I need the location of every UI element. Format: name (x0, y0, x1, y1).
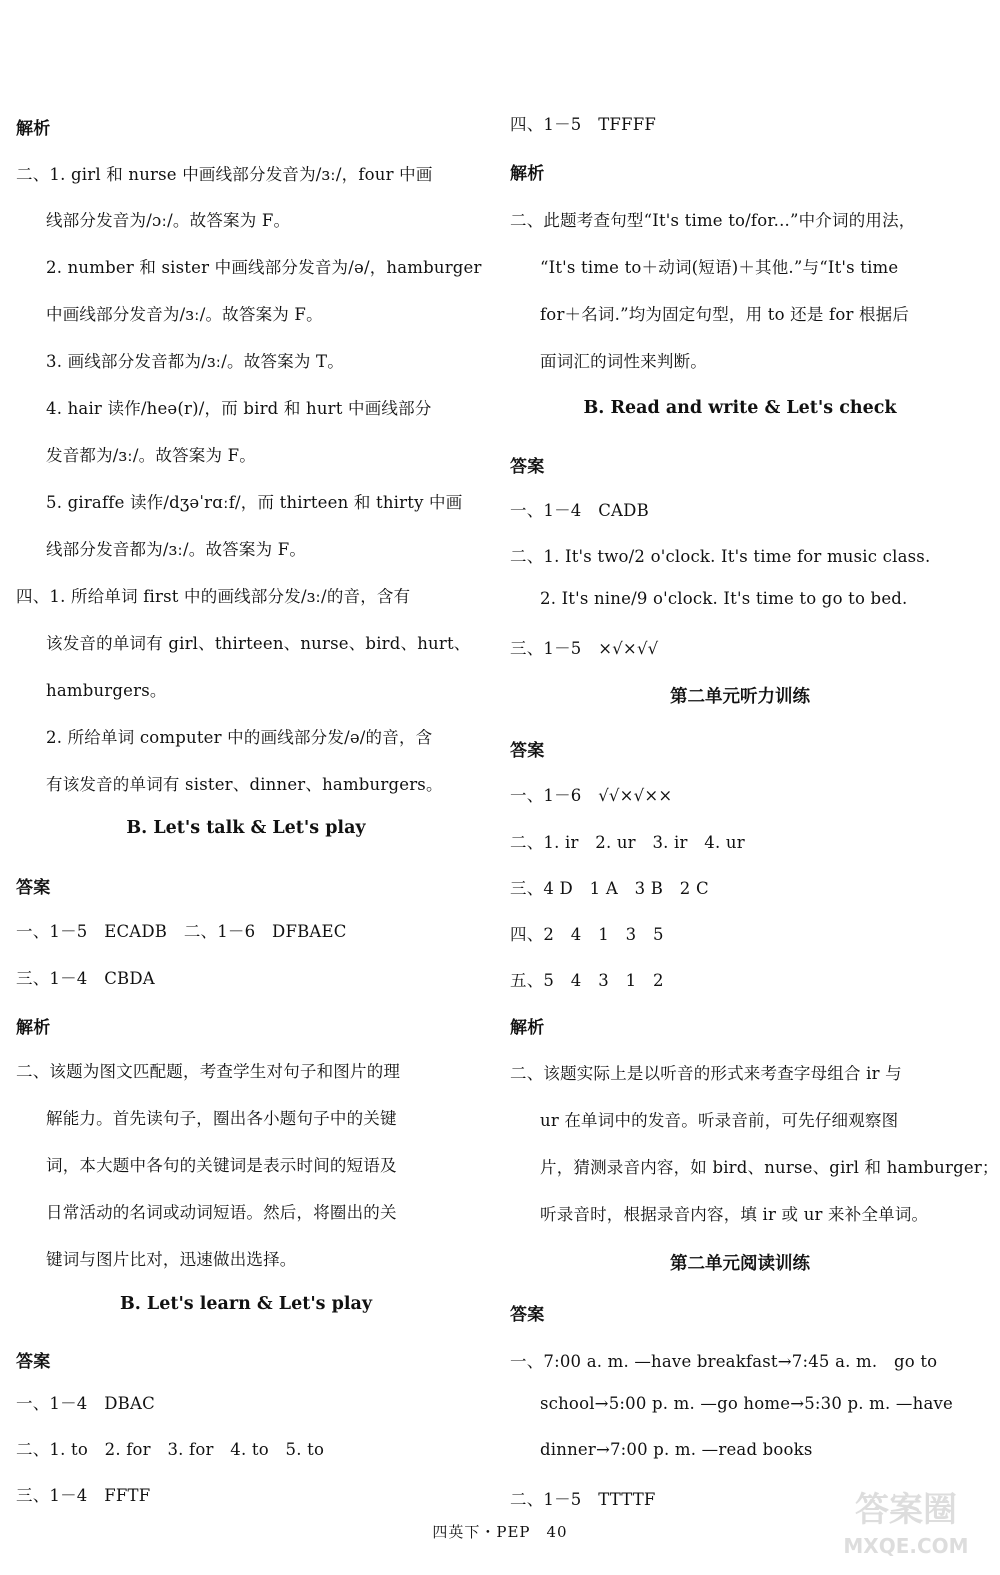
section-title: B. Let's talk & Let's play (126, 818, 366, 838)
text-line: 二、1. girl 和 nurse 中画线部分发音为/ɜː/，four 中画 (16, 165, 433, 184)
answer-line: 二、1. ir 2. ur 3. ir 4. ur (510, 833, 745, 852)
text-line: 二、此题考查句型“It's time to/for...”中介词的用法， (510, 211, 916, 230)
watermark-logo (826, 1473, 986, 1563)
answer-heading: 答案 (510, 741, 545, 761)
text-line: 发音都为/ɜː/。故答案为 F。 (46, 446, 256, 465)
text-line: 2. number 和 sister 中画线部分发音为/ə/，hamburger (46, 258, 482, 277)
text-line: hamburgers。 (46, 681, 167, 700)
text-line: 键词与图片比对，迅速做出选择。 (46, 1250, 297, 1269)
answer-line: school→5:00 p. m. —go home→5:30 p. m. —have (540, 1394, 953, 1413)
answer-heading: 答案 (16, 1352, 51, 1372)
text-line: 该发音的单词有 girl、thirteen、nurse、bird、hurt、 (46, 634, 471, 653)
answer-line: 一、1－4 CADB (510, 501, 649, 520)
text-line: 有该发音的单词有 sister、dinner、hamburgers。 (46, 775, 443, 794)
page-footer: 四英下・PEP 40 (432, 1523, 568, 1541)
answer-line: 2. It's nine/9 o'clock. It's time to go to bed. (540, 589, 908, 608)
text-line: 听录音时，根据录音内容，填 ir 或 ur 来补全单词。 (540, 1205, 929, 1224)
answer-line: 四、1－5 TFFFF (510, 115, 656, 134)
answer-line: 三、1－4 CBDA (16, 969, 155, 988)
answer-line: 四、2 4 1 3 5 (510, 925, 664, 944)
answer-line: 三、1－4 FFTF (16, 1486, 151, 1505)
answer-line: 二、1. to 2. for 3. for 4. to 5. to (16, 1440, 325, 1459)
text-line: ur 在单词中的发音。听录音前，可先仔细观察图 (540, 1111, 899, 1130)
answer-heading: 答案 (510, 1305, 545, 1325)
answer-heading: 答案 (510, 457, 545, 477)
text-line: 线部分发音都为/ɜː/。故答案为 F。 (46, 540, 307, 559)
svg-text:MXQE.COM: MXQE.COM (843, 1534, 969, 1558)
svg-text:答案圈: 答案圈 (855, 1490, 957, 1530)
text-line: 2. 所给单词 computer 中的画线部分发/ə/的音，含 (46, 728, 433, 747)
answer-line: 一、1－6 √√×√×× (510, 786, 673, 805)
section-title: 第二单元听力训练 (670, 687, 810, 707)
text-line: 日常活动的名词或动词短语。然后，将圈出的关 (46, 1203, 397, 1222)
section-title: B. Read and write & Let's check (583, 398, 897, 418)
text-line: 面词汇的词性来判断。 (540, 352, 707, 371)
text-line: 二、该题实际上是以听音的形式来考查字母组合 ir 与 (510, 1064, 902, 1083)
text-line: 5. giraffe 读作/dʒəˈrɑːf/，而 thirteen 和 thirty 中画 (46, 493, 463, 512)
analysis-heading: 解析 (510, 164, 545, 184)
text-line: for＋名词.”均为固定句型，用 to 还是 for 根据后 (540, 305, 910, 324)
text-line: 线部分发音为/ɔː/。故答案为 F。 (46, 211, 291, 230)
answer-line: 二、1. It's two/2 o'clock. It's time for music class. (510, 547, 931, 566)
text-line: 中画线部分发音为/ɜː/。故答案为 F。 (46, 305, 323, 324)
analysis-heading: 解析 (510, 1018, 545, 1038)
text-line: 4. hair 读作/heə(r)/，而 bird 和 hurt 中画线部分 (46, 399, 432, 418)
analysis-heading: 解析 (16, 1018, 51, 1038)
text-line: 词，本大题中各句的关键词是表示时间的短语及 (46, 1156, 397, 1175)
answer-line: 二、1－5 TTTTF (510, 1490, 656, 1509)
section-title: 第二单元阅读训练 (670, 1254, 810, 1274)
analysis-heading: 解析 (16, 119, 51, 139)
answer-line: 一、1－5 ECADB 二、1－6 DFBAEC (16, 922, 347, 941)
text-line: “It's time to＋动词(短语)＋其他.”与“It's time (540, 258, 899, 277)
text-line: 四、1. 所给单词 first 中的画线部分发/ɜː/的音，含有 (16, 587, 411, 606)
section-title: B. Let's learn & Let's play (119, 1294, 373, 1314)
answer-line: 五、5 4 3 1 2 (510, 971, 664, 990)
text-line: 片，猜测录音内容，如 bird、nurse、girl 和 hamburger； (540, 1158, 999, 1177)
text-line: 3. 画线部分发音都为/ɜː/。故答案为 T。 (46, 352, 344, 371)
answer-line: 一、1－4 DBAC (16, 1394, 155, 1413)
answer-line: 三、4 D 1 A 3 B 2 C (510, 879, 709, 898)
answer-line: dinner→7:00 p. m. —read books (540, 1440, 813, 1459)
answer-heading: 答案 (16, 878, 51, 898)
answer-line: 三、1－5 ×√×√√ (510, 639, 659, 658)
text-line: 二、该题为图文匹配题，考查学生对句子和图片的理 (16, 1062, 401, 1081)
text-line: 解能力。首先读句子，圈出各小题句子中的关键 (46, 1109, 397, 1128)
answer-line: 一、7:00 a. m. —have breakfast→7:45 a. m. go to (510, 1352, 938, 1371)
